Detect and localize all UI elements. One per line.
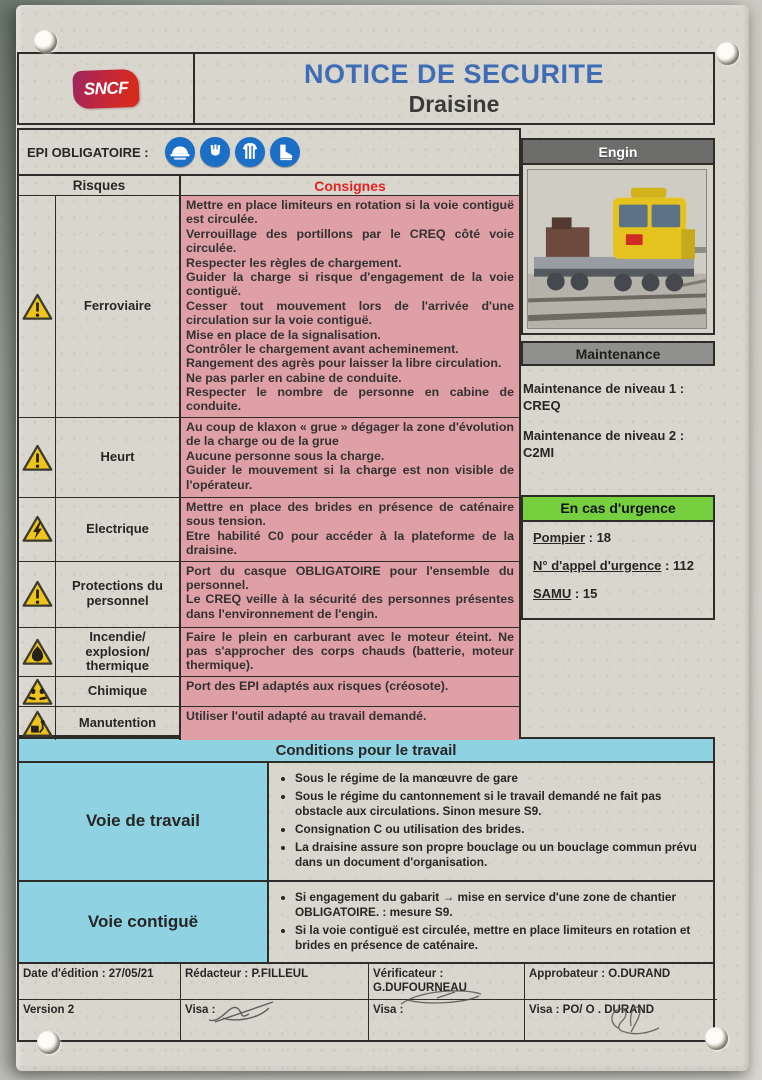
footer-version: Version 2: [23, 1003, 75, 1016]
logo-cell: [19, 54, 195, 123]
visa-label: Visa :: [373, 1003, 404, 1016]
maintenance-items: [521, 366, 715, 462]
signature-icon: [595, 998, 665, 1043]
table-row: [19, 627, 519, 677]
emergency-label: N° d'appel d'urgence: [533, 557, 662, 573]
table-row: [19, 195, 519, 417]
warning-exclamation-icon: [19, 196, 55, 417]
engin-box: [521, 138, 715, 335]
consigne-text: Aucune personne sous la charge.: [186, 448, 385, 463]
consigne-text: Ne pas parler en cabine de conduite.: [186, 370, 402, 385]
consignes-cell: [179, 562, 519, 627]
footer-visa: [369, 1000, 524, 1040]
warning-exclamation-icon: [19, 418, 55, 497]
bullet-item: • La draisine assure son propre bouclage ou un bouclage commun prévu dans un document d'organisation.: [295, 840, 705, 870]
emergency-box: [521, 495, 715, 620]
consigne-text: Utiliser l'outil adapté au travail demandé.: [186, 709, 427, 724]
notice-header: [17, 52, 715, 125]
maintenance-level-value: C2MI: [523, 444, 555, 460]
consigne-text: Mettre en place limiteurs en rotation si la voie contiguë est circulée.: [186, 198, 514, 227]
warning-exclamation-icon: [19, 562, 55, 627]
footer-visa: [525, 1000, 717, 1040]
sncf-logo: [72, 68, 139, 108]
visa-label: Visa : PO/ O . DURAND: [529, 1003, 655, 1016]
warning-electric-icon: [19, 498, 55, 561]
consignes-cell: [179, 418, 519, 497]
risks-table: [17, 128, 521, 737]
risk-label: Manutention: [55, 707, 179, 740]
maintenance-level-label: Maintenance de niveau 2 :: [523, 427, 685, 443]
warning-flame-icon: [19, 628, 55, 677]
risk-label: Protections du personnel: [55, 562, 179, 627]
risk-rows: [19, 195, 519, 740]
conditions-rows: [19, 763, 713, 962]
epi-label: EPI OBLIGATOIRE :: [27, 144, 149, 160]
table-row: [19, 561, 519, 627]
maintenance-level-value: CREQ: [523, 397, 561, 413]
consigne-text: Rangement des agrès pour laisser la libre circulation.: [186, 356, 502, 371]
table-row: [19, 706, 519, 740]
bullet-item: • Si la voie contiguë est circulée, mettre en place limiteurs en rotation et brides en présence de caténaire.: [295, 923, 705, 953]
warning-chemical-icon: [19, 677, 55, 706]
consignes-cell: [179, 707, 519, 740]
sncf-logo-text: SNCF: [83, 77, 129, 99]
risk-label: Ferroviaire: [55, 196, 179, 417]
bullet-item: • Sous le régime du cantonnement si le travail demandé ne fait pas obstacle aux circulations. Sinon mesure S9.: [295, 789, 705, 819]
notice-content: [17, 52, 715, 1042]
emergency-items: [523, 522, 713, 618]
consigne-text: Au coup de klaxon « grue » dégager la zone d'évolution de la charge ou de la grue: [186, 420, 514, 449]
page-subtitle: Draisine: [408, 91, 500, 117]
engin-photo-frame: [523, 165, 713, 333]
footer-label: Rédacteur : P.FILLEUL: [181, 964, 368, 1000]
consigne-text: Guider la charge si risque d'engagement de la voie contiguë.: [186, 269, 514, 299]
risk-label: Heurt: [55, 418, 179, 497]
consigne-text: Faire le plein en carburant avec le moteur éteint. Ne pas s'approcher des corps chauds (batterie, moteur thermique).: [186, 629, 514, 673]
bullet-item: • Si engagement du gabarit → mise en service d'une zone de chantier OBLIGATOIRE. : mesure S9.: [295, 890, 705, 920]
consigne-text: Le CREQ veille à la sécurité des personnes présentes dans l'environnement de l'engin.: [186, 592, 514, 621]
signature-icon: [397, 986, 487, 1015]
consigne-text: Mise en place de la signalisation.: [186, 327, 381, 342]
risques-column-header: Risques: [72, 178, 126, 193]
maintenance-item: [523, 381, 713, 415]
page-title: NOTICE DE SECURITE: [303, 59, 605, 89]
conditions-row: [19, 763, 713, 880]
emergency-item: [533, 530, 703, 545]
emergency-label: SAMU: [533, 585, 572, 601]
consigne-text: Port du casque OBLIGATOIRE pour l'ensemble du personnel.: [186, 563, 514, 592]
consigne-text: Verrouillage des portillons par le CREQ côté voie circulée.: [186, 226, 514, 256]
screw-bottom-left-icon: [37, 1031, 60, 1054]
screw-top-left-icon: [34, 30, 57, 53]
vest-icon: [235, 137, 265, 167]
conditions-label: Voie contiguë: [19, 882, 269, 962]
title-cell: [195, 54, 713, 123]
table-row: [19, 417, 519, 497]
consigne-text: Etre habilité C0 pour accéder à la plateforme de la draisine.: [186, 528, 514, 558]
consignes-column-header: Consignes: [179, 176, 519, 195]
risk-label: Electrique: [55, 498, 179, 561]
emergency-value: : 18: [585, 529, 612, 545]
sidebar: [521, 128, 715, 737]
consigne-text: Port des EPI adaptés aux risques (créosote).: [186, 679, 449, 694]
consigne-text: Contrôler le chargement avant acheminement.: [186, 341, 459, 356]
consigne-text: Cesser tout mouvement lors de l'arrivée d'une circulation sur la voie contiguë.: [186, 298, 514, 328]
bullet-item: • Consignation C ou utilisation des brides.: [295, 822, 705, 837]
footer-visa: [181, 1000, 368, 1040]
engin-title-bar: Engin: [523, 140, 713, 165]
bullet-item: • Sous le régime de la manœuvre de gare: [295, 771, 705, 786]
risk-label: Incendie/ explosion/ thermique: [55, 628, 179, 677]
emergency-value: : 15: [571, 585, 598, 601]
conditions-label: Voie de travail: [19, 763, 269, 880]
screw-top-right-icon: [716, 42, 739, 65]
risk-label: Chimique: [55, 677, 179, 706]
consigne-text: Respecter le nombre de personne en cabine de conduite.: [186, 385, 514, 414]
footer-cell: [19, 964, 181, 1040]
consignes-cell: [179, 498, 519, 561]
conditions-table: [17, 737, 715, 964]
consigne-text: Mettre en place des brides en présence de caténaire sous tension.: [186, 500, 514, 529]
emergency-item: [533, 586, 703, 601]
signature-icon: [203, 994, 283, 1031]
footer-cell: [369, 964, 525, 1040]
table-row: [19, 497, 519, 561]
maintenance-title-bar: Maintenance: [521, 341, 715, 366]
helmet-icon: [165, 137, 195, 167]
footer-cell: [181, 964, 369, 1040]
emergency-item: [533, 558, 703, 573]
consignes-cell: [179, 628, 519, 677]
epi-band: [19, 130, 519, 174]
draisine-photo: [527, 169, 707, 329]
visa-label: Visa :: [185, 1003, 216, 1016]
boots-icon: [270, 137, 300, 167]
conditions-row: [19, 880, 713, 962]
footer-label: Date d'édition : 27/05/21: [19, 964, 180, 1000]
conditions-bullets: [269, 763, 713, 880]
footer-label: Approbateur : O.DURAND: [525, 964, 717, 1000]
conditions-title: Conditions pour le travail: [19, 739, 713, 763]
warning-handling-icon: [19, 707, 55, 740]
conditions-bullets: [269, 882, 713, 962]
risks-table-header: [19, 174, 519, 195]
emergency-label: Pompier: [533, 529, 586, 545]
footer-cell: [525, 964, 717, 1040]
table-row: [19, 676, 519, 706]
epi-icons: [165, 137, 300, 167]
consignes-cell: [179, 677, 519, 706]
consigne-text: Respecter les règles de chargement.: [186, 255, 402, 270]
screw-bottom-right-icon: [705, 1027, 728, 1050]
main-region: [17, 128, 715, 737]
emergency-title-bar: En cas d'urgence: [523, 497, 713, 522]
gloves-icon: [200, 137, 230, 167]
emergency-value: : 112: [661, 557, 694, 573]
approval-footer: [17, 964, 715, 1042]
maintenance-level-label: Maintenance de niveau 1 :: [523, 381, 685, 396]
consignes-cell: [179, 196, 519, 417]
maintenance-item: [523, 428, 713, 462]
footer-label: Vérificateur : G.DUFOURNEAU: [369, 964, 524, 1000]
consigne-text: Guider le mouvement si la charge est non visible de l'opérateur.: [186, 463, 514, 492]
